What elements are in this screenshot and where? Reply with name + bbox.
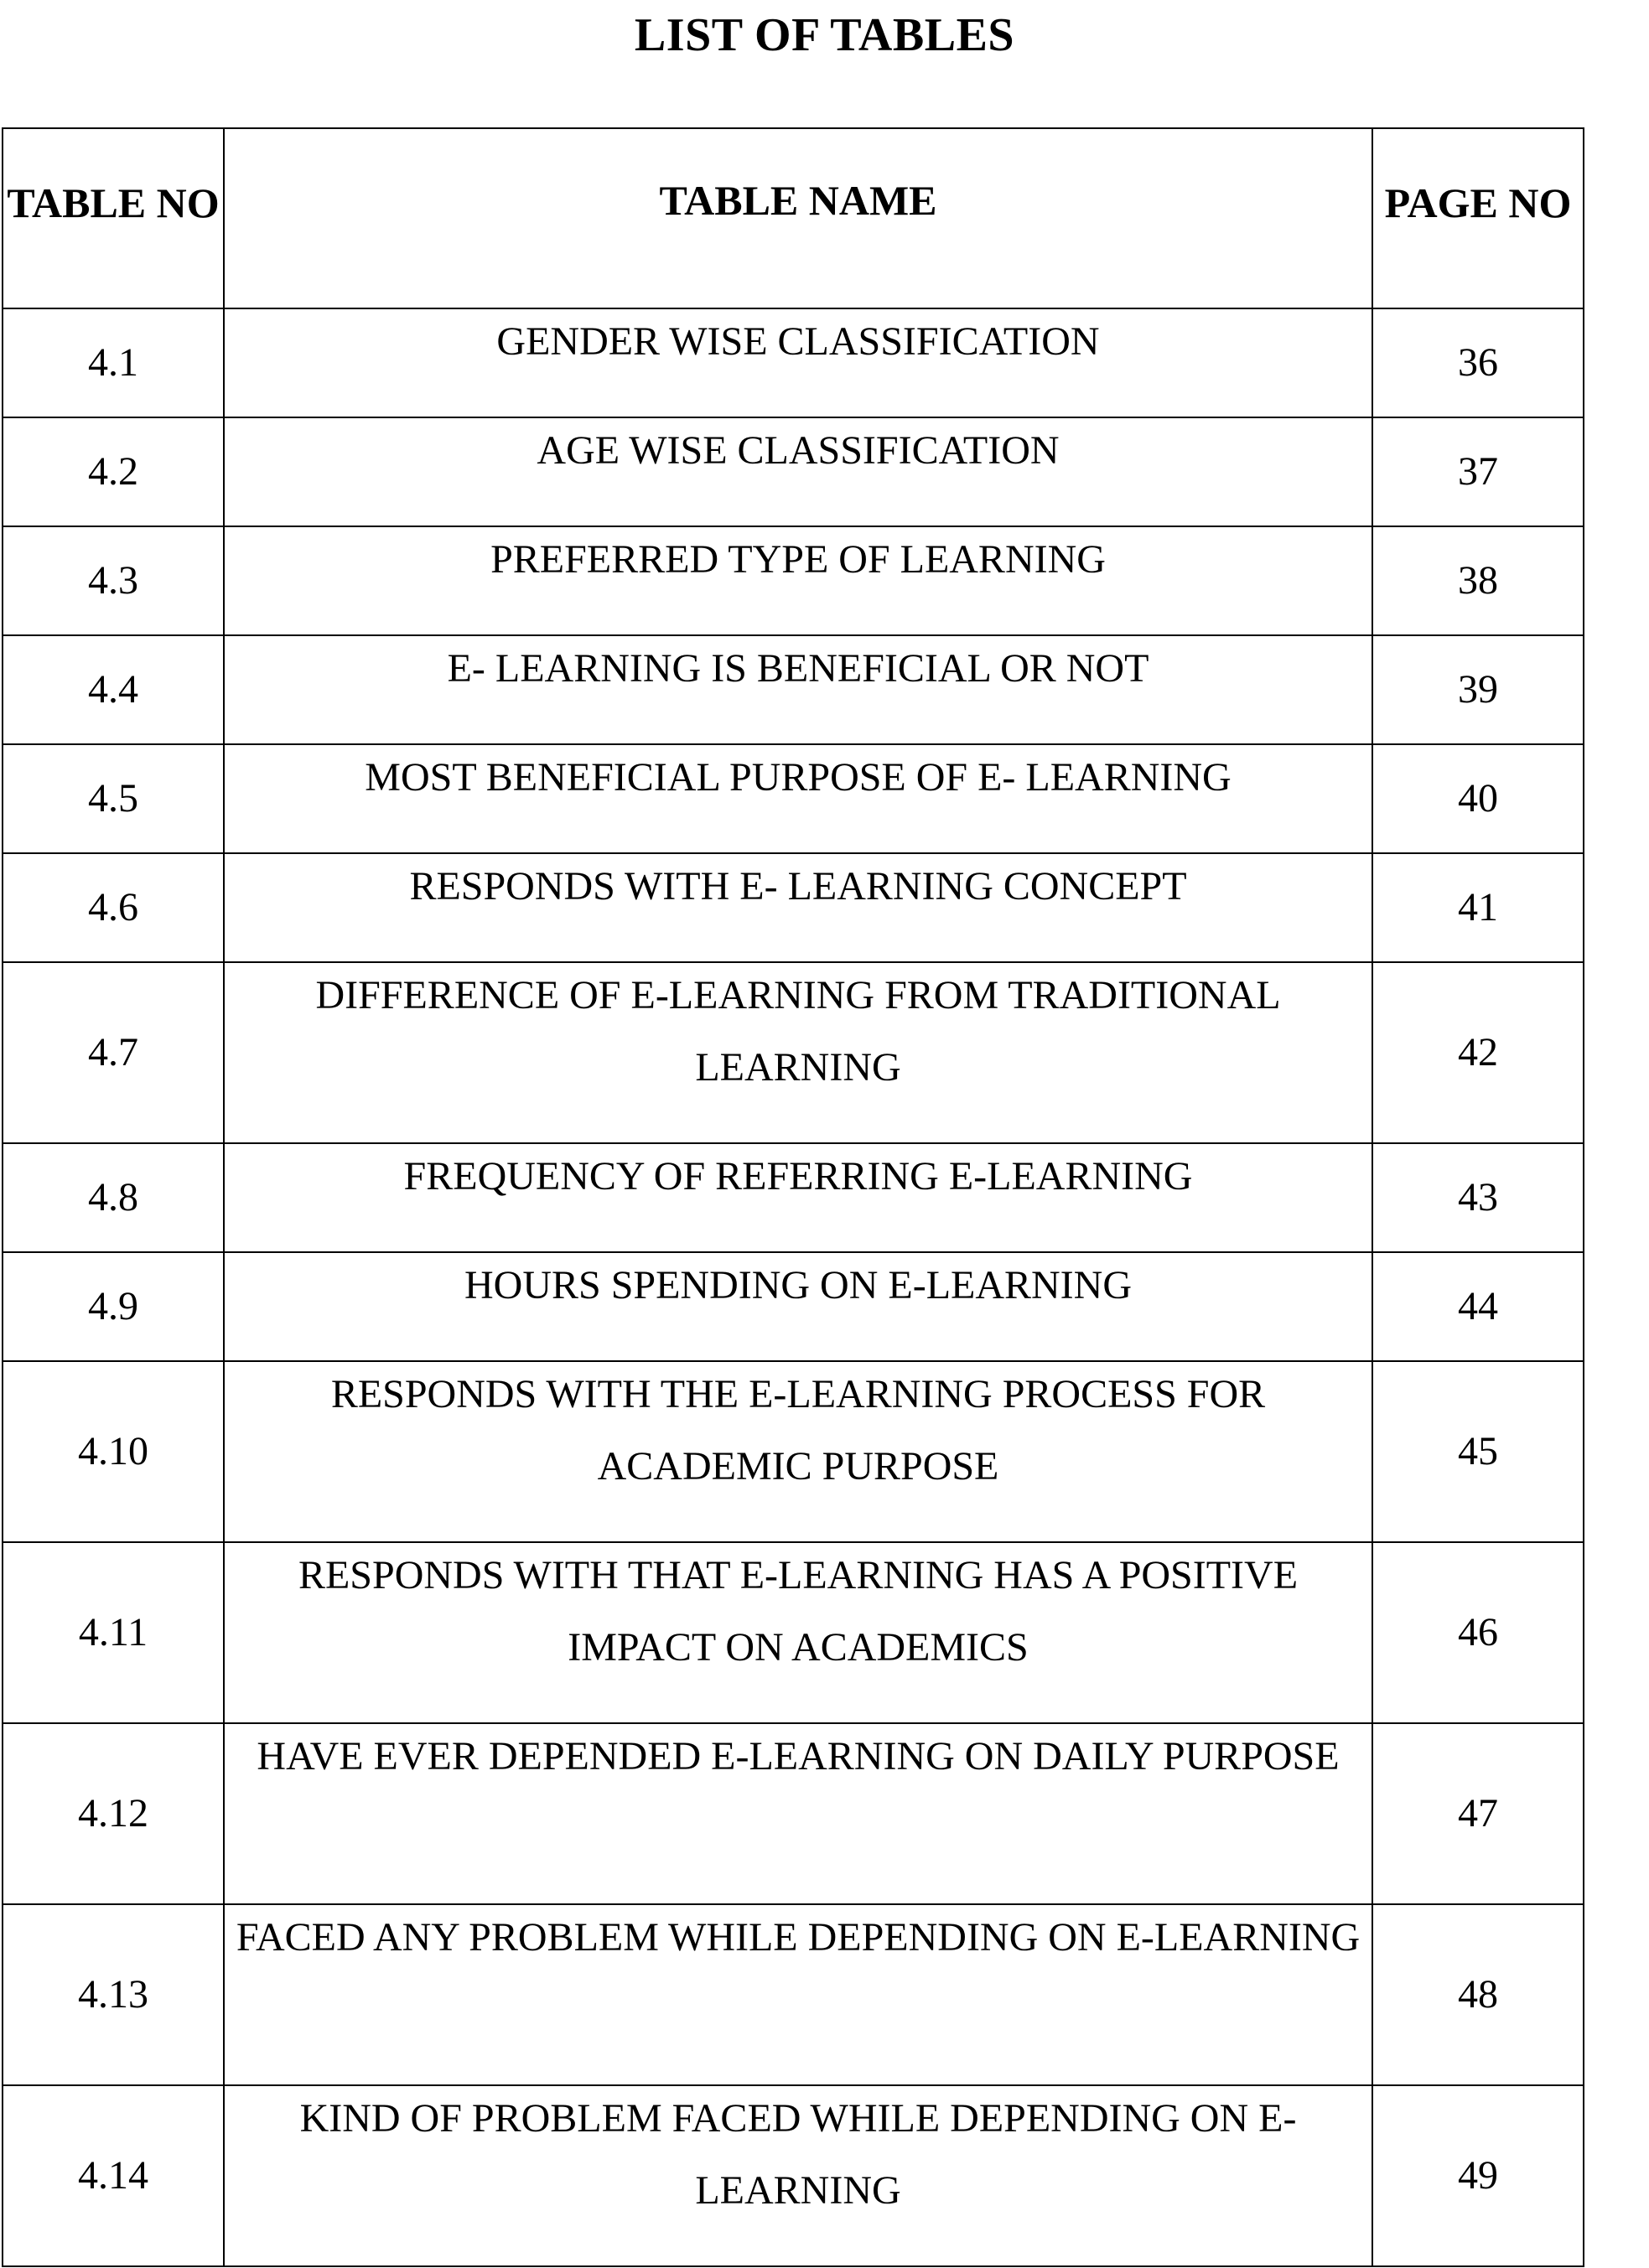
table-number: 4.8	[3, 1143, 224, 1252]
table-number: 4.9	[3, 1252, 224, 1361]
table-row	[3, 635, 1584, 744]
page-number: 41	[1372, 853, 1584, 962]
table-row	[3, 744, 1584, 853]
table-number: 4.3	[3, 526, 224, 635]
table-number: 4.10	[3, 1361, 224, 1542]
table-title: RESPONDS WITH THAT E-LEARNING HAS A POSITIVE IMPACT ON ACADEMICS	[224, 1542, 1372, 1723]
table-number: 4.6	[3, 853, 224, 962]
page-number: 42	[1372, 962, 1584, 1143]
table-row	[3, 308, 1584, 417]
table-row	[3, 853, 1584, 962]
page-number: 40	[1372, 744, 1584, 853]
table-row	[3, 2085, 1584, 2266]
table-number: 4.5	[3, 744, 224, 853]
table-row	[3, 1252, 1584, 1361]
list-of-tables	[2, 127, 1584, 2267]
page-no-header: PAGE NO	[1372, 128, 1584, 308]
table-row	[3, 417, 1584, 526]
table-title: KIND OF PROBLEM FACED WHILE DEPENDING ON E-LEARNING	[224, 2085, 1372, 2266]
table-row	[3, 962, 1584, 1143]
table-title: FREQUENCY OF REFERRING E-LEARNING	[224, 1143, 1372, 1252]
page-number: 38	[1372, 526, 1584, 635]
table-header-row	[3, 128, 1584, 308]
table-number: 4.4	[3, 635, 224, 744]
table-number: 4.13	[3, 1904, 224, 2085]
table-row	[3, 1904, 1584, 2085]
table-name-header: TABLE NAME	[224, 128, 1372, 308]
table-title: PREFERRED TYPE OF LEARNING	[224, 526, 1372, 635]
table-number: 4.1	[3, 308, 224, 417]
table-title: RESPONDS WITH E- LEARNING CONCEPT	[224, 853, 1372, 962]
table-title: GENDER WISE CLASSIFICATION	[224, 308, 1372, 417]
table-number: 4.14	[3, 2085, 224, 2266]
table-title: E- LEARNING IS BENEFICIAL OR NOT	[224, 635, 1372, 744]
table-row	[3, 526, 1584, 635]
table-no-header: TABLE NO	[3, 128, 224, 308]
page-number: 48	[1372, 1904, 1584, 2085]
table-title: DIFFERENCE OF E-LEARNING FROM TRADITIONAL LEARNING	[224, 962, 1372, 1143]
table-title: RESPONDS WITH THE E-LEARNING PROCESS FOR ACADEMIC PURPOSE	[224, 1361, 1372, 1542]
table-number: 4.2	[3, 417, 224, 526]
table-title: FACED ANY PROBLEM WHILE DEPENDING ON E-LEARNING	[224, 1904, 1372, 2085]
table-number: 4.7	[3, 962, 224, 1143]
page-number: 43	[1372, 1143, 1584, 1252]
page-title: LIST OF TABLES	[634, 9, 1015, 61]
table-row	[3, 1723, 1584, 1904]
page-number: 44	[1372, 1252, 1584, 1361]
table-number: 4.11	[3, 1542, 224, 1723]
table-title: AGE WISE CLASSIFICATION	[224, 417, 1372, 526]
table-row	[3, 1361, 1584, 1542]
table-number: 4.12	[3, 1723, 224, 1904]
page-number: 47	[1372, 1723, 1584, 1904]
table-title: HAVE EVER DEPENDED E-LEARNING ON DAILY PURPOSE	[224, 1723, 1372, 1904]
page-number: 37	[1372, 417, 1584, 526]
page-number: 49	[1372, 2085, 1584, 2266]
table-title: MOST BENEFICIAL PURPOSE OF E- LEARNING	[224, 744, 1372, 853]
page-number: 46	[1372, 1542, 1584, 1723]
table-title: HOURS SPENDING ON E-LEARNING	[224, 1252, 1372, 1361]
table-row	[3, 1542, 1584, 1723]
page-number: 45	[1372, 1361, 1584, 1542]
page-number: 39	[1372, 635, 1584, 744]
page-number: 36	[1372, 308, 1584, 417]
table-row	[3, 1143, 1584, 1252]
